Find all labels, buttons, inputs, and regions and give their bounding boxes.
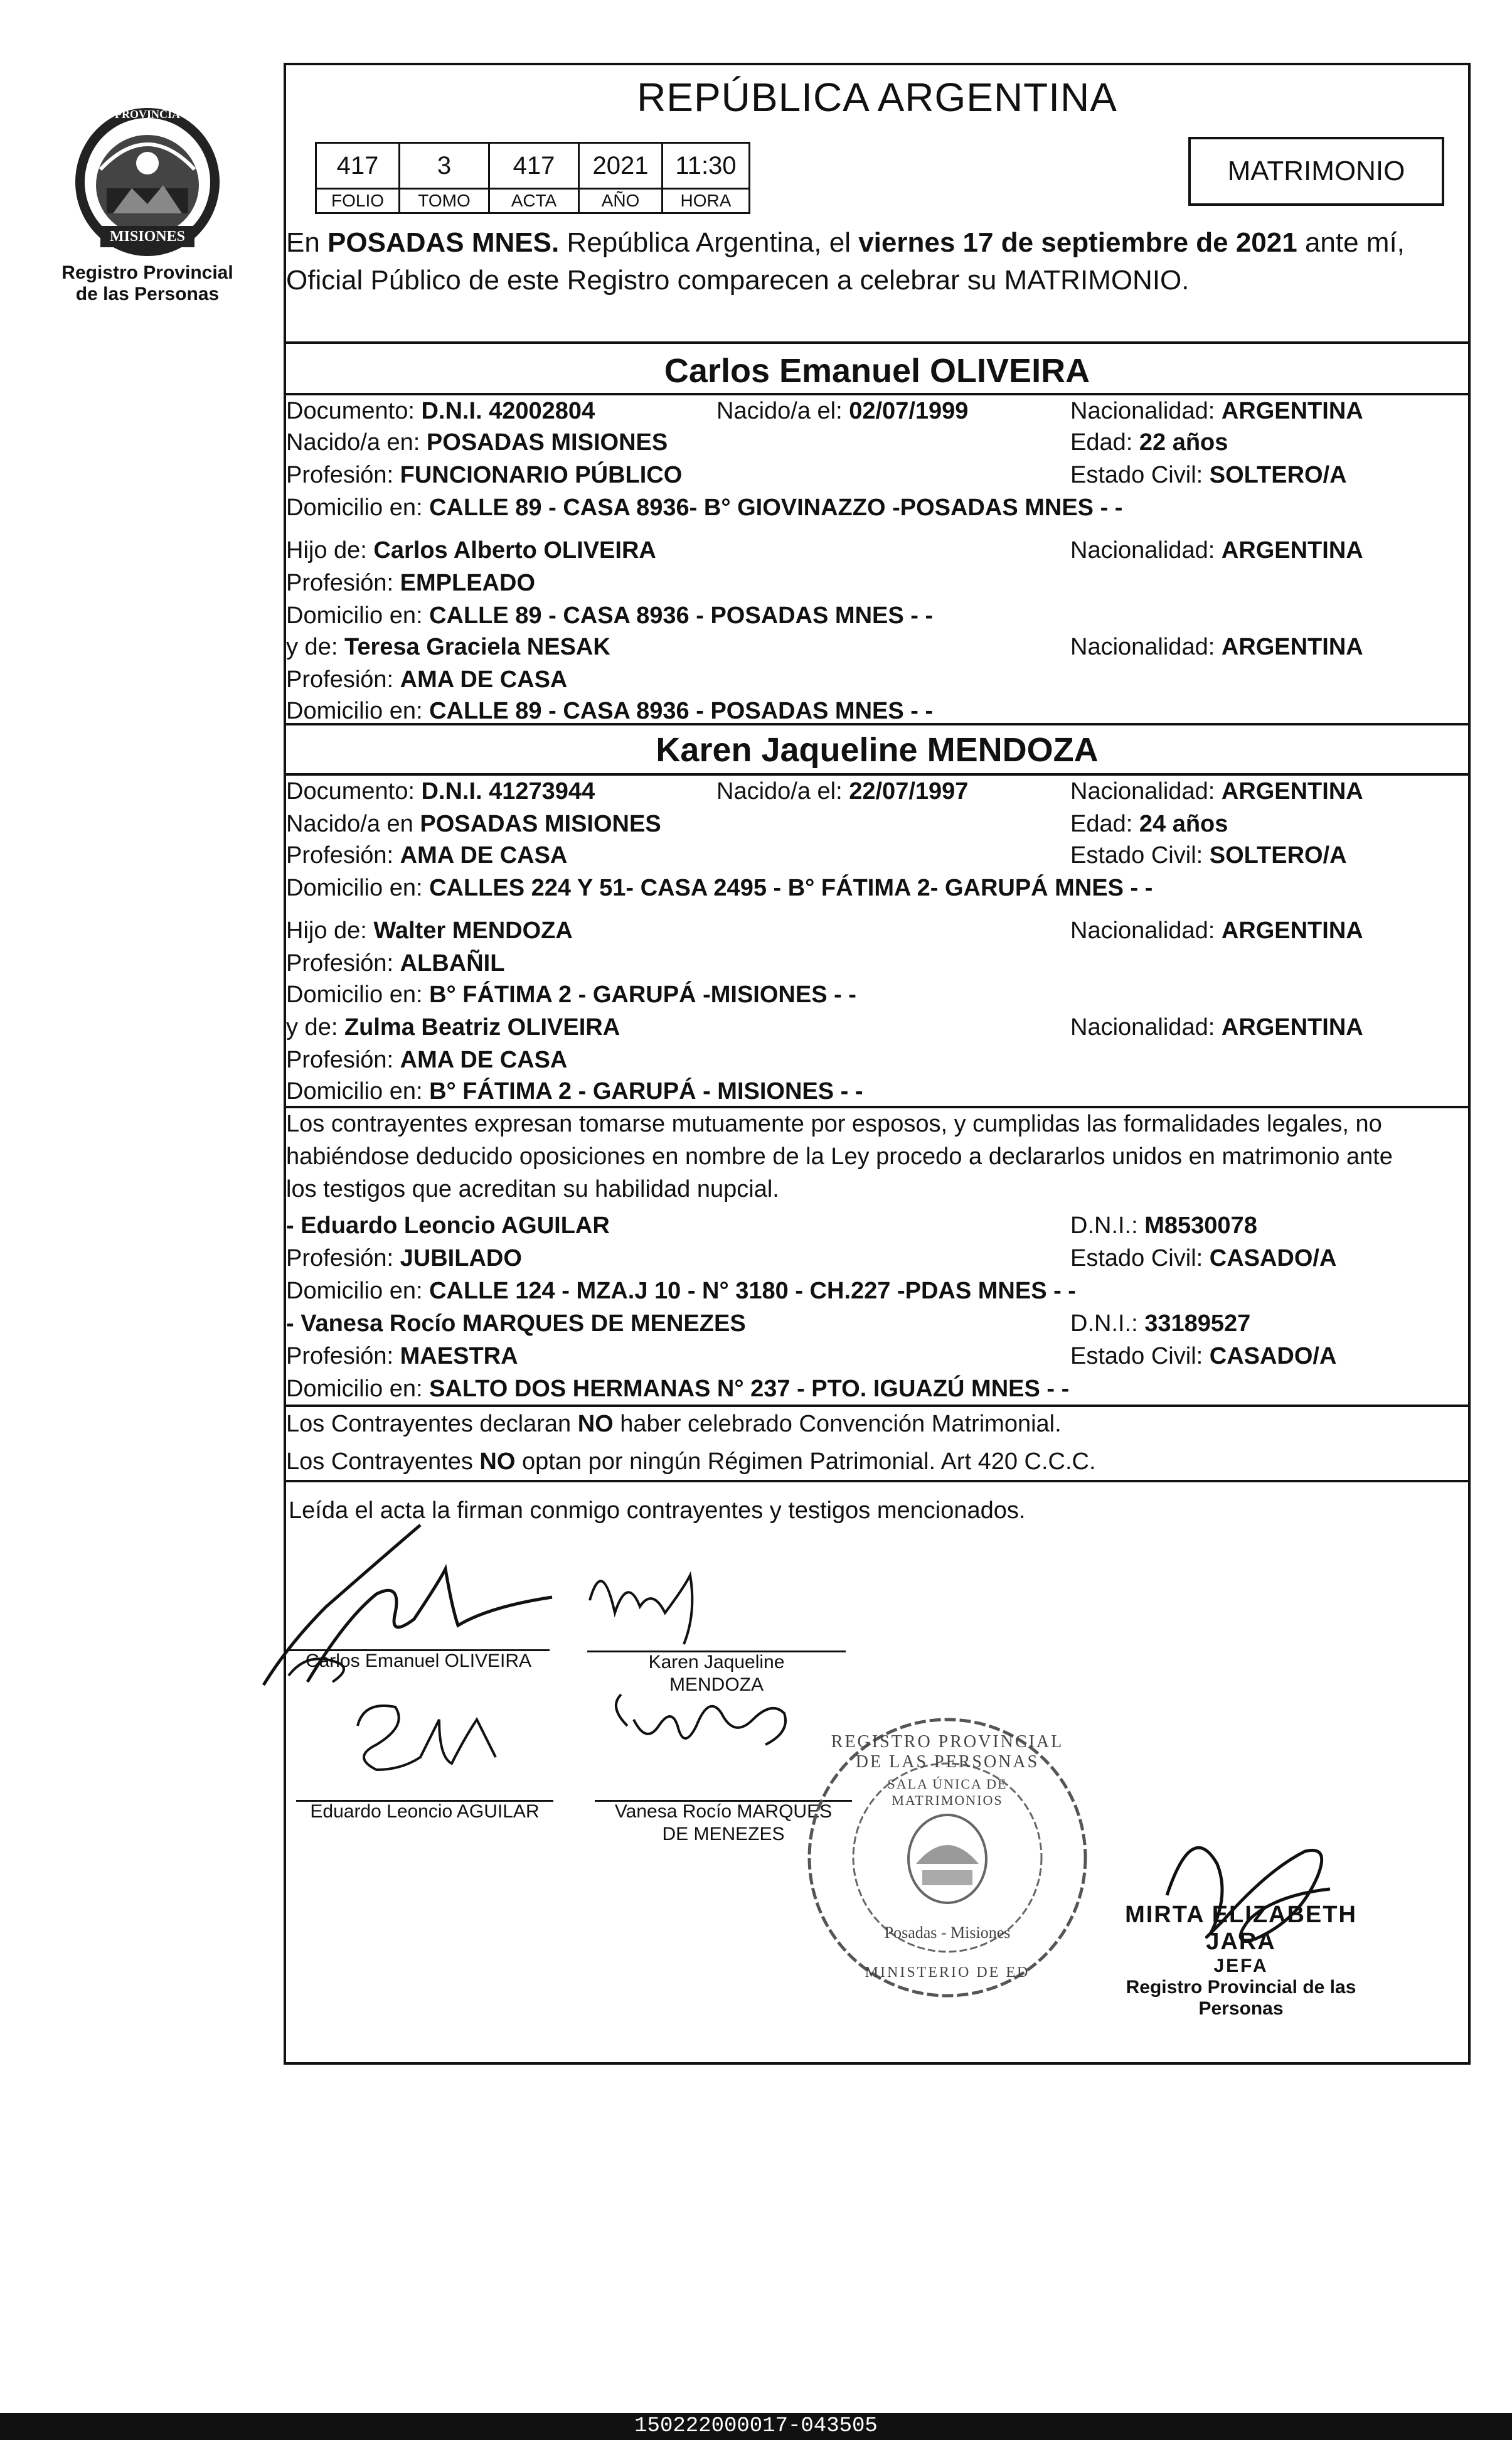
bride-father: Hijo de: Walter MENDOZA — [286, 918, 573, 944]
document-barcode-number: 150222000017-043505 — [0, 2413, 1512, 2440]
hour-value: 11:30 — [663, 143, 750, 189]
bride-birthplace: Nacido/a en POSADAS MISIONES — [286, 811, 661, 837]
groom-mother-profession: Profesión: AMA DE CASA — [286, 666, 568, 693]
bride-address: Domicilio en: CALLES 224 Y 51- CASA 2495 - B° FÁTIMA 2- GARUPÁ MNES - - — [286, 875, 1153, 901]
stamp-outer-text: REGISTRO PROVINCIAL DE LAS PERSONAS — [831, 1732, 1064, 1772]
bride-signature-caption-1: Karen Jaqueline — [648, 1652, 785, 1672]
bride-profession: Profesión: AMA DE CASA — [286, 842, 568, 869]
bride-mother-address: Domicilio en: B° FÁTIMA 2 - GARUPÁ - MISIONES - - — [286, 1078, 863, 1105]
officer-role: JEFA — [1213, 1956, 1269, 1976]
divider — [284, 341, 1471, 344]
tomo-label: TOMO — [400, 189, 489, 213]
groom-birthplace: Nacido/a en: POSADAS MISIONES — [286, 429, 668, 456]
groom-age: Edad: 22 años — [1070, 429, 1228, 456]
groom-father: Hijo de: Carlos Alberto OLIVEIRA — [286, 537, 656, 564]
bride-age: Edad: 24 años — [1070, 811, 1228, 837]
groom-father-nationality: Nacionalidad: ARGENTINA — [1070, 537, 1363, 564]
year-label: AÑO — [579, 189, 663, 213]
intro-line-2: Oficial Público de este Registro comparecen a celebrar su MATRIMONIO. — [286, 265, 1190, 296]
bride-father-address: Domicilio en: B° FÁTIMA 2 - GARUPÁ -MISIONES - - — [286, 982, 856, 1008]
witness-2-name: - Vanesa Rocío MARQUES DE MENEZES — [286, 1310, 746, 1337]
witness-2-address: Domicilio en: SALTO DOS HERMANAS N° 237 - PTO. IGUAZÚ MNES - - — [286, 1376, 1070, 1402]
folio-label: FOLIO — [316, 189, 400, 213]
bride-mother-profession: Profesión: AMA DE CASA — [286, 1047, 568, 1073]
seal-caption-2: de las Personas — [75, 284, 220, 304]
witness-1-dni: D.N.I.: M8530078 — [1070, 1212, 1257, 1239]
groom-profession: Profesión: FUNCIONARIO PÚBLICO — [286, 462, 683, 488]
divider — [284, 723, 1471, 725]
bride-civil-status: Estado Civil: SOLTERO/A — [1070, 842, 1347, 869]
bride-document: Documento: D.N.I. 41273944 — [286, 778, 595, 805]
groom-signature-caption: Carlos Emanuel OLIVEIRA — [305, 1651, 532, 1671]
witness-1-profession: Profesión: JUBILADO — [286, 1245, 522, 1271]
year-value: 2021 — [579, 143, 663, 189]
bride-father-nationality: Nacionalidad: ARGENTINA — [1070, 918, 1363, 944]
groom-father-address: Domicilio en: CALLE 89 - CASA 8936 - POSADAS MNES - - — [286, 602, 934, 629]
bride-mother: y de: Zulma Beatriz OLIVEIRA — [286, 1014, 620, 1041]
stamp-place-text: Posadas - Misiones — [884, 1924, 1011, 1942]
groom-document: Documento: D.N.I. 42002804 — [286, 398, 595, 424]
officer-name: MIRTA ELIZABETH JARA — [1125, 1902, 1357, 1955]
agreement-regime: Los Contrayentes NO optan por ningún Régimen Patrimonial. Art 420 C.C.C. — [286, 1448, 1096, 1475]
acta-label: ACTA — [489, 189, 579, 213]
witness-1-name: - Eduardo Leoncio AGUILAR — [286, 1212, 610, 1239]
witness-2-signature-caption-2: DE MENEZES — [662, 1824, 785, 1844]
agreement-convention: Los Contrayentes declaran NO haber celebrado Convención Matrimonial. — [286, 1411, 1062, 1437]
bride-signature-caption-2: MENDOZA — [669, 1674, 764, 1695]
groom-mother: y de: Teresa Graciela NESAK — [286, 634, 610, 660]
bride-nationality: Nacionalidad: ARGENTINA — [1070, 778, 1363, 805]
seal-band-text: MISIONES — [109, 228, 186, 245]
witness-2-civil-status: Estado Civil: CASADO/A — [1070, 1343, 1337, 1369]
divider — [284, 1405, 1471, 1407]
witness-1-signature-caption: Eduardo Leoncio AGUILAR — [310, 1801, 540, 1822]
closing-statement: Leída el acta la firman conmigo contrayentes y testigos mencionados. — [289, 1497, 1026, 1524]
groom-address: Domicilio en: CALLE 89 - CASA 8936- B° GIOVINAZZO -POSADAS MNES - - — [286, 495, 1123, 521]
stamp-inner-text: SALA ÚNICA DE MATRIMONIOS — [887, 1776, 1008, 1808]
bride-father-profession: Profesión: ALBAÑIL — [286, 950, 505, 977]
witness-2-profession: Profesión: MAESTRA — [286, 1343, 518, 1369]
officer-organization: Registro Provincial de las Personas — [1126, 1977, 1356, 2019]
bride-mother-nationality: Nacionalidad: ARGENTINA — [1070, 1014, 1363, 1041]
groom-father-profession: Profesión: EMPLEADO — [286, 570, 536, 596]
stamp-bottom-text: MINISTERIO DE ED — [865, 1964, 1030, 1981]
witness-2-signature-caption-1: Vanesa Rocío MARQUES — [614, 1801, 833, 1822]
witness-2-dni: D.N.I.: 33189527 — [1070, 1310, 1251, 1337]
groom-birthdate: Nacido/a el: 02/07/1999 — [716, 398, 969, 424]
groom-name: Carlos Emanuel OLIVEIRA — [664, 352, 1090, 390]
tomo-value: 3 — [400, 143, 489, 189]
official-stamp — [803, 1713, 1092, 2002]
seal-caption-1: Registro Provincial — [61, 262, 233, 283]
officer-block — [1097, 1902, 1385, 2020]
hour-label: HORA — [663, 189, 750, 213]
declaration-line-2: habiéndose deducido oposiciones en nombre de la Ley procedo a declararlos unidos en matrimonio ante — [286, 1143, 1393, 1170]
groom-mother-address: Domicilio en: CALLE 89 - CASA 8936 - POSADAS MNES - - — [286, 698, 934, 724]
groom-mother-nationality: Nacionalidad: ARGENTINA — [1070, 634, 1363, 660]
acta-value: 417 — [489, 143, 579, 189]
folio-value: 417 — [316, 143, 400, 189]
document-type-box: MATRIMONIO — [1188, 137, 1444, 206]
witness-1-civil-status: Estado Civil: CASADO/A — [1070, 1245, 1337, 1271]
bride-name: Karen Jaqueline MENDOZA — [656, 731, 1099, 769]
divider — [284, 1480, 1471, 1482]
seal-arc-text: PROVINCIA DE — [114, 108, 180, 134]
registry-table — [315, 142, 750, 214]
witness-1-address: Domicilio en: CALLE 124 - MZA.J 10 - N° 3180 - CH.227 -PDAS MNES - - — [286, 1278, 1076, 1304]
bride-birthdate: Nacido/a el: 22/07/1997 — [716, 778, 969, 805]
groom-nationality: Nacionalidad: ARGENTINA — [1070, 398, 1363, 424]
groom-civil-status: Estado Civil: SOLTERO/A — [1070, 462, 1347, 488]
intro-line-1: En POSADAS MNES. República Argentina, el viernes 17 de septiembre de 2021 ante mí, — [286, 227, 1405, 258]
page-title: REPÚBLICA ARGENTINA — [637, 75, 1117, 120]
declaration-line-1: Los contrayentes expresan tomarse mutuamente por esposos, y cumplidas las formalidades legales, no — [286, 1111, 1382, 1137]
declaration-line-3: los testigos que acreditan su habilidad nupcial. — [286, 1176, 779, 1202]
province-seal — [63, 94, 232, 264]
